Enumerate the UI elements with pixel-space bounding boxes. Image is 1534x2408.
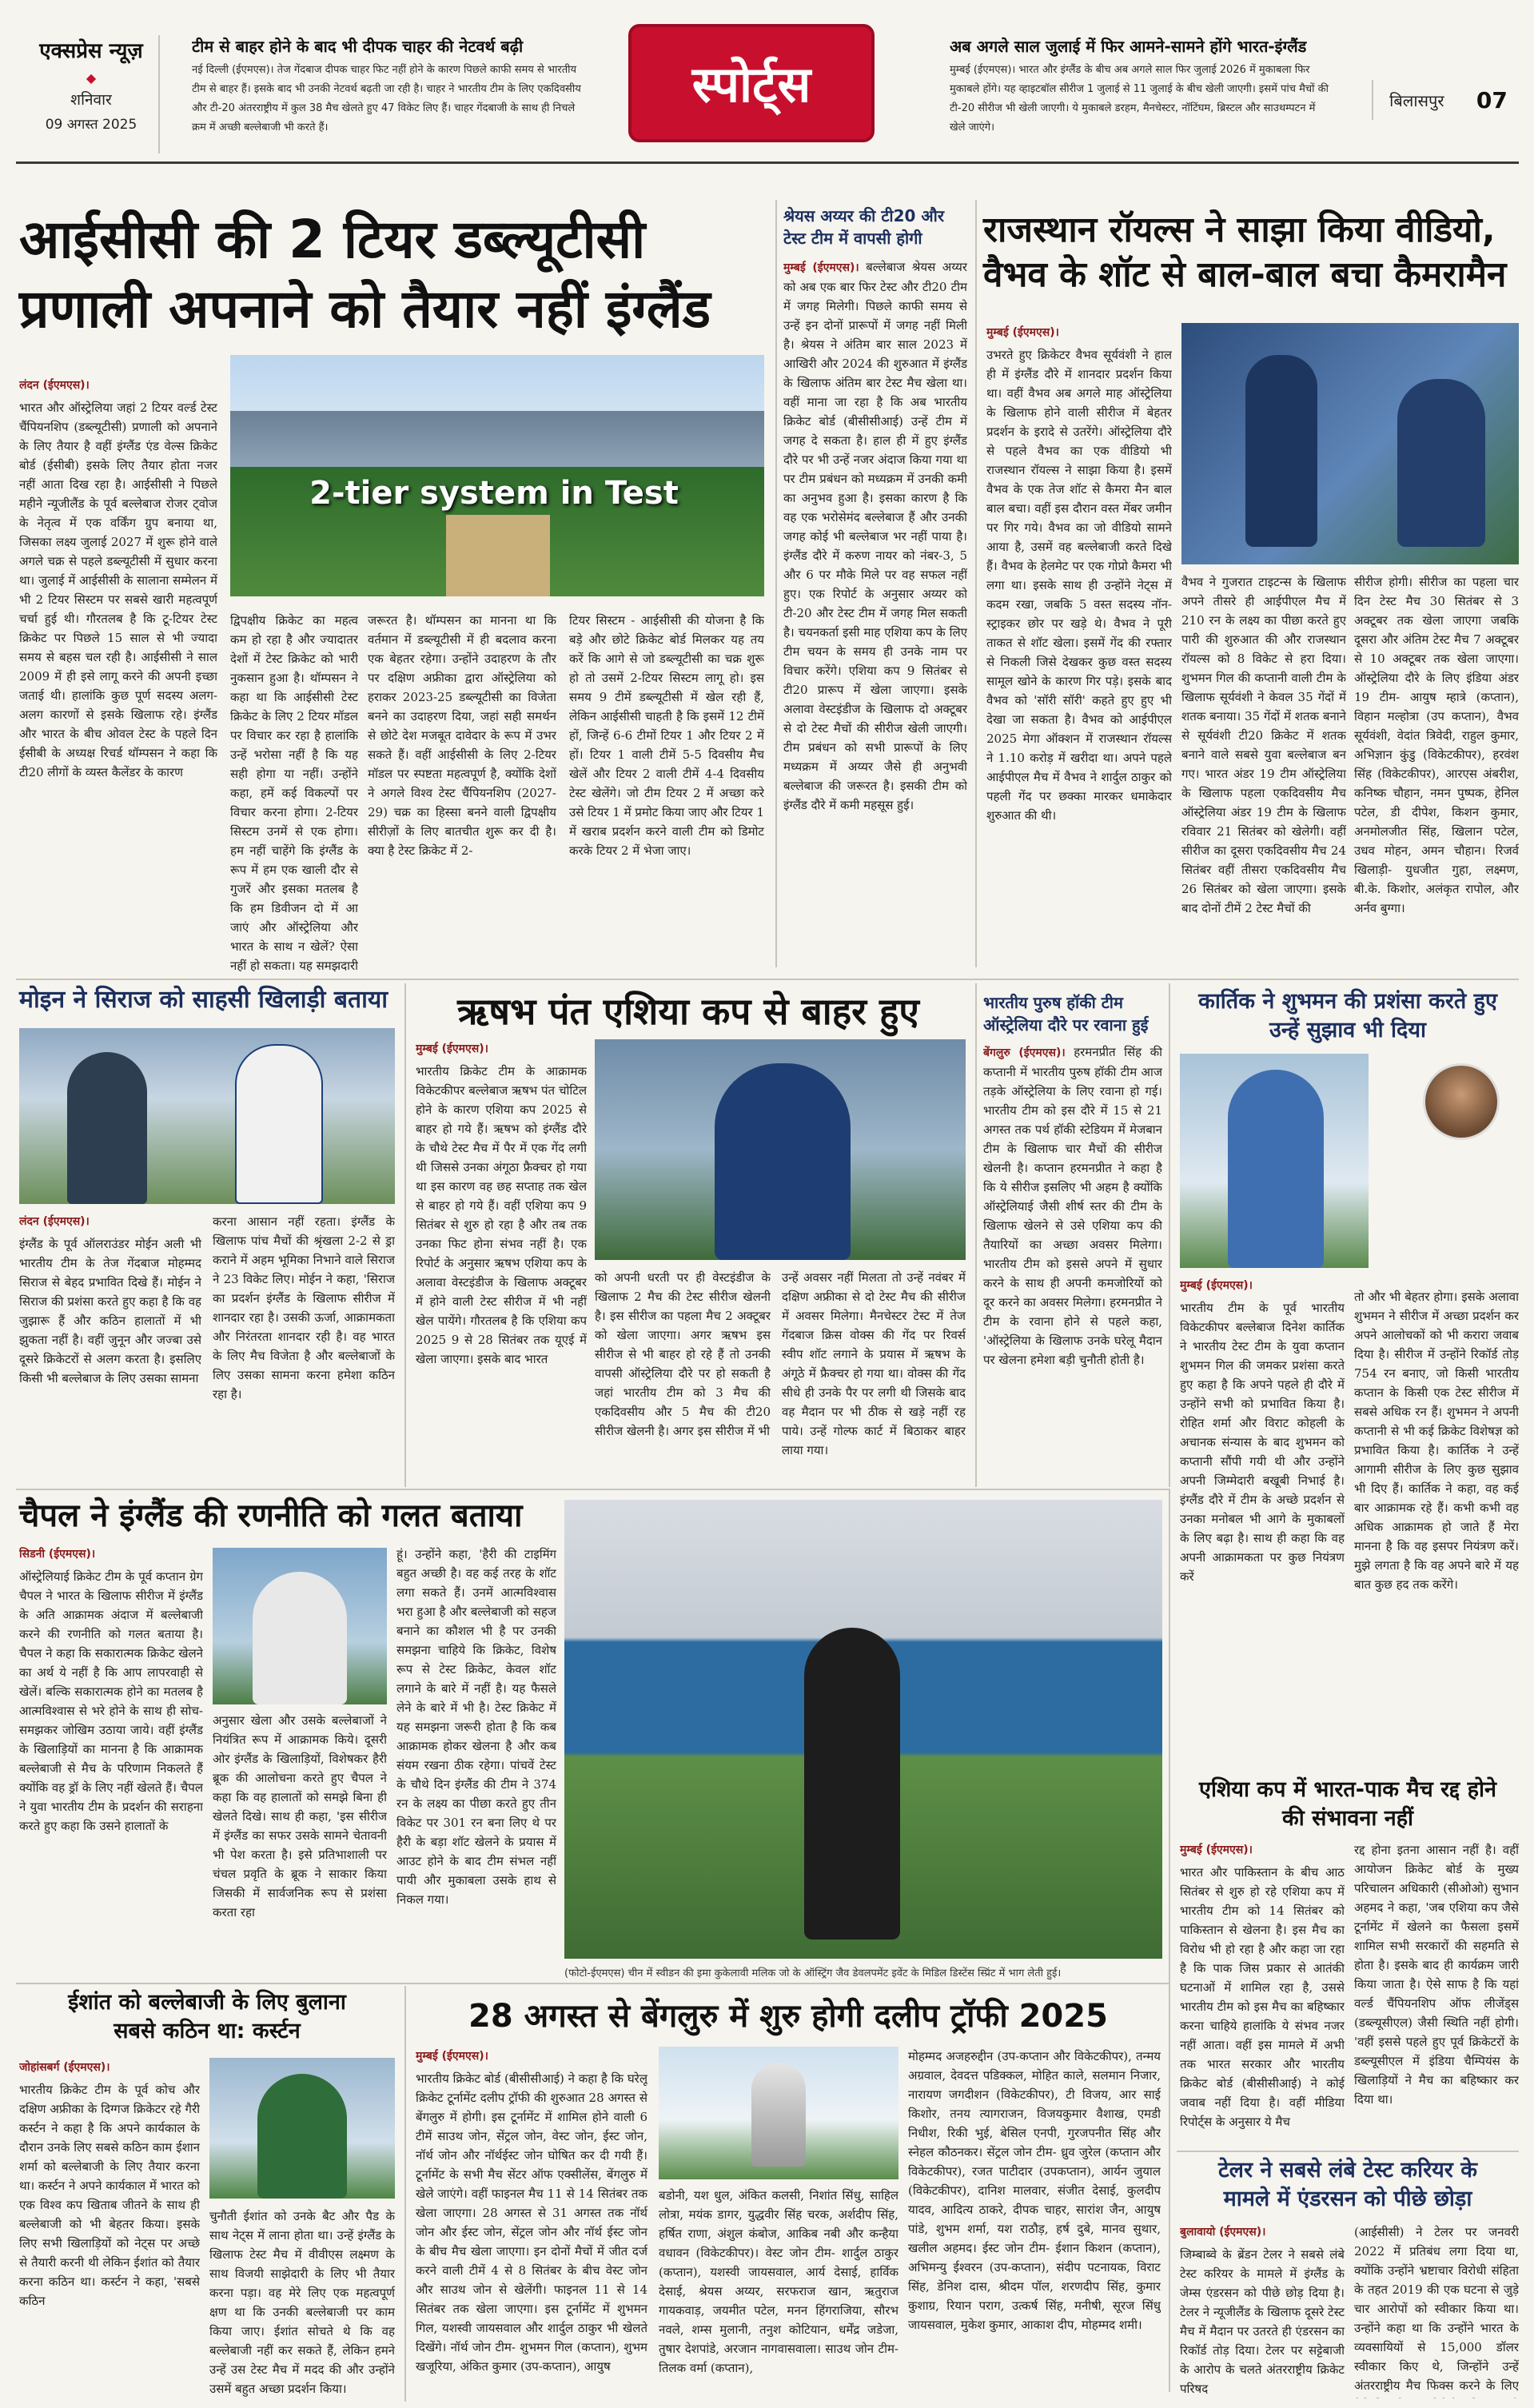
moeen-headline	[19, 987, 395, 1013]
section-title: स्पोर्ट्स	[691, 55, 811, 114]
horizontal-rule-1	[16, 979, 1519, 980]
lead-dateline: लंदन (ईएमएस)।	[19, 379, 90, 392]
rajasthan-col-2: वैभव ने गुजरात टाइटन्स के खिलाफ अपने तीसरे ही आईपीएल मैच में 210 रन के लक्ष्य का पीछा करते हुए पारी की शुरुआत की और राजस्थान रॉयल्स को 8 विकेट से हरा दिया। शुभमन गिल की कप्तानी वाली टीम के खिलाफ सूर्यवंशी ने केवल 35 गेंदों में शतक बनाया। 35 गेंदों में शतक बनाने से सूर्यवंशी टी20 क्रिकेट में शतक बनाने वाले सबसे युवा बल्लेबाज बन गए। भारत अंडर 19 टीम ऑस्ट्रेलिया के खिलाफ पहला एकदिवसीय मैच ऑस्ट्रेलिया अंडर 19 टीम के खिलाफ रविवार 21 सितंबर को खेलेगी। वहीं सीरीज का दूसरा एकदिवसीय मैच 24 सितंबर वहीं तीसरा एकदिवसीय मैच 26 सितंबर को खेला जाएगा। इसके बाद दोनों टीमें 2 टेस्ट मैचों की	[1181, 575, 1346, 915]
left-teaser-text: नई दिल्ली (ईएमएस)। तेज गेंदबाज दीपक चाहर फिट नहीं होने के कारण पिछले काफी समय से भारतीय टीम से बाहर हैं। इसके बाद भी उनकी नेटवर्थ बढ़ती जा रही है। चाहर ने भारतीय टीम के लिए एकदिवसीय और टी-20 अंतरराष्ट्रीय में कुल 38 मैच खेलते हुए 47 विकेट लिए हैं। चाहर गेंदबाजी के साथ ही निचले क्रम में अच्छी बल्लेबाजी भी करते हैं।	[192, 64, 581, 134]
ornament-icon: ◆	[86, 70, 97, 86]
kartik-title-line1: कार्तिक ने शुभमन की प्रशंसा करते हुए	[1198, 989, 1497, 1014]
lead-title-line1: आईसीसी की 2 टियर डब्ल्यूटीसी	[19, 209, 646, 270]
right-teaser-text: मुम्बई (ईएमएस)। भारत और इंग्लैंड के बीच अब अगले साल फिर जुलाई 2026 में मुकाबला फिर मुकाबले होंगे। यह व्हाइटबॉल सीरीज 1 जुलाई से 11 जुलाई के बीच खेली जाएगी। इसमें पांच मैचों की टी-20 सीरीज भी खेली जाएगी। ये मुकाबले डरहम, मैनचेस्टर, नॉटिंघम, ब्रिस्टल और साउथम्पटन में खेले जाएंगे।	[950, 64, 1329, 134]
runner-caption: (फोटो-ईएमएस) चीन में स्वीडन की इमा कुकेलावी मलिक जो के ऑस्ट्रिंग जैव डेवलपमेंट इवेंट के मिडिल डिस्टेंस स्प्रिंट में भाग लेती हुई।	[564, 1967, 1062, 1979]
rajasthan-title-line1: राजस्थान रॉयल्स ने साझा किया वीडियो,	[983, 209, 1496, 250]
rajasthan-text1: उभरते हुए क्रिकेटर वैभव सूर्यवंशी ने हाल ही में इंग्लैंड दौरे में शानदार प्रदर्शन किया था। वहीं वैभव अब अगले माह ऑस्ट्रेलिया के खिलाफ होने वाली सीरीज में बेहतर प्रदर्शन के इरादे से उतरेंगे। ऑस्ट्रेलिया दौरे से पहले वैभव का एक वीडियो भी राजस्थान रॉयल्स ने साझा किया है। इसमें वैभव के एक तेज शॉट से कैमरा मैन बाल बाल बचा। वहीं इस दौरान वस्त मेंबर जमीन पर गिर गये। वैभव का जो वीडियो सामने आया है, उसमें वह बल्लेबाजी करते दिखे हैं। वैभव के हेलमेट पर एक गोप्रो कैमरा भी लगा था। इसके साथ ही उन्होंने नेट्स में कदम रखा, जबकि 5 वस्त सदस्य नॉन-स्ट्राइकर छोर पर खड़े थे। वैभव ने पूरी ताकत से शॉट खेला। इसमें गेंद की रफ्तार से निकली जिसे देखकर कुछ वस्त सदस्य सामूल खोने के कारण गिर पड़े। इसके बाद वैभव को 'सॉरी सॉरी' कहते हुए हुए भी देखा जा सकता है। वैभव को आईपीएल 2025 मेगा ऑक्शन में राजस्थान रॉयल्स ने 1.10 करोड़ में खरीदा था। अपने पहले आईपीएल मैच में वैभव ने शार्दुल ठाकुर को पहली गेंद पर छक्का मारकर धमाकेदार शुरुआत की थी।	[986, 348, 1172, 823]
chappell-col-1	[19, 1545, 203, 1960]
lead-image	[230, 355, 764, 596]
keeper-figure	[1397, 379, 1485, 547]
rajasthan-photo	[1181, 323, 1519, 564]
rishabh-photo	[595, 1039, 966, 1260]
ishant-col1-text: भारतीय क्रिकेट टीम के पूर्व कोच और दक्षिण अफ्रीका के दिग्गज क्रिकेटर रहे गैरी कर्स्टन ने कहा है कि अपने कार्यकाल के दौरान उनके लिए सबसे कठिन काम ईशान शर्मा को बल्लेबाजी के लिए तैयार करना था। कर्स्टन ने अपने कार्यकाल में भारत को एक विश्व कप खिताब जीतने के साथ ही बल्लेबाजी को भी बेहतर किया। इसके लिए सभी खिलाड़ियों को नेट्स पर अच्छे से तैयारी करनी थी लेकिन ईशांत को तैयार करना कठिन था। कर्स्टन ने कहा, 'सबसे कठिन	[19, 2083, 200, 2308]
ishant-title-line1: ईशांत को बल्लेबाजी के लिए बुलाना	[68, 1990, 346, 2015]
vertical-rule-5	[1169, 983, 1170, 1487]
right-teaser	[950, 35, 1333, 155]
paper-name: एक्सप्रेस न्यूज़	[39, 39, 143, 63]
rishabh-headline	[412, 991, 964, 1032]
ishant-title-line2: सबसे कठिन था: कर्स्टन	[114, 2018, 301, 2043]
rishabh-figure	[715, 1063, 851, 1260]
kartik-headline	[1177, 990, 1519, 1042]
asiacup-title-line2: की संभावना नहीं	[1281, 1805, 1414, 1831]
vertical-rule-7	[404, 1986, 406, 2402]
shreyas-text: बल्लेबाज श्रेयस अय्यर को अब एक बार फिर टेस्ट और टी20 टीम में जगह मिलेगी। पिछले काफी समय से उन्हें इन दोनों प्रारूपों में जगह नहीं मिली है। श्रेयस ने अंतिम बार साल 2023 में आखिरी और 2024 की शुरुआत में इंग्लैंड के खिलाफ अंतिम बार टेस्ट मैच खेला था। वहीं माना जा रहा है कि अब भारतीय क्रिकेट बोर्ड (बीसीसीआई) उन्हें टीम में जगह दे सकता है। हाल ही में हुए इंग्लैंड दौरे पर भी उन्हें नजर अंदाज किया गया था पर टीम प्रबंधन को मध्यक्रम में उनकी कमी का अनुभव हुआ है। इसका कारण है कि वह एक भरोसेमंद बल्लेबाज हैं और उनकी जगह कोई भी बल्लेबाज भर नहीं पाया है। इंग्लैंड दौरे में करुण नायर को नंबर-3, 5 और 6 पर मौके मिले पर वह सफल नहीं हुए। एक रिपोर्ट के अनुसार अय्यर को टी-20 और टेस्ट टीम में जगह मिल सकती है। चयनकर्ता इसी माह एशिया कप के लिए टीम चयन के समय ही उनके नाम पर विचार करेंगे। एशिया कप 9 सितंबर से टी20 प्रारूप में खेला जाएगा। इसके अलावा वेस्टइंडीज के खिलाफ दो अक्टूबर से दो टेस्ट मैचों की सीरीज खेली जाएगी। टीम प्रबंधन को सभी प्रारूपों के लिए मध्यक्रम में अय्यर जैसे ही अनुभवी बल्लेबाज की जरूरत है। इसकी टीम को इंग्लैंड दौरे में कमी महसूस हुई।	[783, 260, 967, 812]
lead-headline	[19, 211, 787, 338]
hockey-text: हरमनप्रीत सिंह की कप्तानी में भारतीय पुरुष हॉकी टीम आज तड़के ऑस्ट्रेलिया के लिए रवाना हो गई। भारतीय टीम को इस दौरे में 15 से 21 अगस्त तक पर्थ हॉकी स्टेडियम में मेजबान टीम के खिलाफ चार मैचों की सीरीज खेलनी है। कप्तान हरमनप्रीत ने कहा है कि ये सीरीज इसलिए भी अहम है क्योंकि ऑस्ट्रेलियाई जैसी शीर्ष स्तर की टीम के खिलाफ खेलने से उसे एशिया कप की तैयारियों का अच्छा अवसर मिलेगा। भारतीय टीम को इससे अपने में सुधार करने के साथ ही अपनी कमजोरियों को दूर करने का अवसर मिलेगा। हरमनप्रीत ने टीम के रवाना होने से पहले कहा, 'ऑस्ट्रेलिया के खिलाफ उनके घरेलू मैदान पर खेलना हमेशा बड़ी चुनौती होती है।	[983, 1045, 1162, 1367]
rajasthan-col-3: सीरीज होगी। सीरीज का पहला चार दिन टेस्ट मैच 30 सितंबर से 3 अक्टूबर तक खेला जाएगा जबकि दूसरा और अंतिम टेस्ट मैच 7 अक्टूबर से 10 अक्टूबर तक खेला जाएगा। ऑस्ट्रेलिया दौरे के लिए इंडिया अंडर 19 टीम- आयुष म्हात्रे (कप्तान), विहान मल्होत्रा (उप कप्तान), वैभव सूर्यवंशी, वेदांत त्रिवेदी, राहुल कुमार, अभिज्ञान कुंडु (विकेटकीपर), हरवंश सिंह (विकेटकीपर), आरएस अंबरीश, कनिष्क चौहान, नमन पुष्पक, हेनिल पटेल, डी दीपेश, किशन कुमार, अनमोलजीत सिंह, खिलान पटेल, उधव मोहन, अमन चौहान। रिजर्व खिलाड़ी- युधजीत गुहा, लक्ष्मण, बी.के. किशोर, अलंकृत रापोल, और अर्नव बुग्गा।	[1354, 575, 1519, 915]
masthead-rule	[16, 161, 1519, 164]
left-teaser	[192, 35, 592, 155]
kartik-dateline: मुम्बई (ईएमएस)।	[1180, 1279, 1253, 1292]
rajasthan-title-line2: वैभव के शॉट से बाल-बाल बचा कैमरामैन	[983, 254, 1507, 296]
taylor-dateline: बुलावायो (ईएमएस)।	[1180, 2226, 1266, 2239]
lead-col1-text: भारत और ऑस्ट्रेलिया जहां 2 टियर वर्ल्ड टेस्ट चैंपियनशिप (डब्ल्यूटीसी) प्रणाली को अपनाने के लिए तैयार है वहीं इंग्लैंड एंड वेल्स क्रिकेट बोर्ड (ईसीबी) इसके लिए तैयार होता नजर नहीं आता दिख रहा है। आईसीसी ने पिछले महीने न्यूजीलैंड के पूर्व बल्लेबाज रोजर ट्वोज के नेतृत्व में एक वर्किंग ग्रुप बनाया था, जिसका लक्ष्य जुलाई 2027 में शुरू होने वाले अगले चक्र से पहले डब्ल्यूटीसी में सुधार करना था। जुलाई में आईसीसी के सालाना सम्मेलन में भी 2 टियर सिस्टम पर सबसे खारी महत्वपूर्ण चर्चा हुई थी। गौरतलब है कि टू-टियर टेस्ट क्रिकेट पर पिछले 15 साल से भी ज्यादा समय से बहस चल रही है। आईसीसी ने साल 2009 में ही इसे लागू करने की अपनी इच्छा जताई थी। हालांकि कुछ पूर्ण सदस्य अलग-अलग कारणों से इसके खिलाफ रहे। इंग्लैंड और भारत के बीच ओवल टेस्ट के पहले दिन ईसीबी के अध्यक्ष रिचर्ड थॉम्पसन ने कहा कि टी20 लीगों के व्यस्त कैलेंडर के कारण	[19, 401, 217, 779]
batsman-figure	[1245, 355, 1317, 547]
moeen-col-2: करना आसान नहीं रहता। इंग्लैंड के खिलाफ पांच मैचों की श्रृंखला 2-2 से ड्रा कराने में अहम भूमिका निभाने वाले सिराज ने 23 विकेट लिए। मोईन ने कहा, 'सिराज का प्रदर्शन इंग्लैंड के खिलाफ सीरीज में शानदार रहा है। उसकी ऊर्जा, आक्रामकता और निरंतरता शानदार रही है। वह भारत के लिए मैच विजेता है और बल्लेबाजों के लिए उसका सामना करना हमेशा कठिन रहा है।	[213, 1214, 395, 1401]
moeen-col1-text: इंग्लैंड के पूर्व ऑलराउंडर मोईन अली भी भारतीय टीम के तेज गेंदबाज मोहम्मद सिराज से बेहद प्रभावित दिखे हैं। मोईन ने सिराज की प्रशंसा करते हुए कहा है कि वह जुझारू हैं और कठिन हालातों में भी झुकता नहीं है। वहीं जुनून और जज्बा उसे दूसरे क्रिकेटरों से अलग करता है। इसलिए किसी भी बल्लेबाज के लिए उसका सामना	[19, 1237, 201, 1385]
horizontal-rule-3	[1177, 2151, 1519, 2152]
vertical-rule-2	[975, 200, 977, 967]
player-right-figure	[235, 1044, 323, 1204]
vertical-rule-6	[1169, 1489, 1170, 2392]
shreyas-story	[783, 205, 967, 972]
kartik-col-1	[1180, 1276, 1345, 1772]
chappell-headline	[19, 1498, 579, 1533]
kartik-col-2: तो और भी बेहतर होगा। इसके अलावा शुभमन ने सीरीज में अच्छा प्रदर्शन कर अपने आलोचकों को भी करारा जवाब दिया है। सीरीज में उन्होंने रिकॉर्ड तोड़ 754 रन बनाए, जो किसी भारतीय कप्तान के किसी एक टेस्ट सीरीज में सबसे अधिक रन हैं। शुभमन ने अपनी कप्तानी से भी कई क्रिकेट विशेषज्ञ को प्रभावित किया है। कार्तिक ने उन्हें आगामी सीरीज के लिए कुछ सुझाव भी दिए हैं। कार्तिक ने कहा, वह कई बार आक्रामक रहे हैं। कभी कभी वह अधिक आक्रामक हो जाते हैं मेरा मानना है कि वह इसपर नियंत्रण करें। मुझे लगता है कि वह अपने बारे में यह बात कुछ हद तक करेंगे।	[1354, 1290, 1519, 1592]
issue-date: 09 अगस्त 2025	[45, 117, 137, 133]
rishabh-title: ऋषभ पंत एशिया कप से बाहर हुए	[457, 990, 919, 1033]
page-number: 07	[1476, 86, 1508, 114]
asiacup-headline	[1177, 1778, 1519, 1830]
taylor-headline	[1177, 2159, 1519, 2211]
city-name: बिलासपुर	[1389, 90, 1444, 110]
duleep-title: 28 अगस्त से बेंगलुरु में शुरु होगी दलीप ट्रॉफी 2025	[468, 1998, 1108, 2035]
rajasthan-headline	[983, 211, 1519, 295]
taylor-col-1	[1180, 2223, 1345, 2398]
duleep-col1-text: भारतीय क्रिकेट बोर्ड (बीसीसीआई) ने कहा है कि घरेलू क्रिकेट टूर्नामेंट दलीप ट्रॉफी की शुरुआत 28 अगस्त से बेंगलुरु में होगी। इस टूर्नामेंट में शामिल होने वाली 6 टीमें साउथ जोन, सेंट्रल जोन, वेस्ट जोन, ईस्ट जोन, नॉर्थ जोन और नॉर्थईस्ट जोन घोषित कर दी गयी हैं। टूर्नामेंट के सभी मैच सेंटर ऑफ एक्सीलेंस, बेंगलुरु में खेले जाएंगे। वहीं फाइनल मैच 11 से 14 सितंबर तक खेला जाएगा। 28 अगस्त से 31 अगस्त तक नॉर्थ जोन और ईस्ट जोन, सेंट्रल जोन और नॉर्थ ईस्ट जोन के बीच मैच खेला जाएगा। इन दोनों मैचों में जीत दर्ज करने वाली टीमें 4 से 8 सितंबर के बीच वेस्ट जोन और साउथ जोन से खेलेंगी। फाइनल 11 से 14 सितंबर तक खेला जाएगा। इस टूर्नामेंट में शुभमन गिल, यशस्वी जायसवाल और शार्दुल ठाकुर भी खेलते दिखेंगे। नॉर्थ जोन टीम- शुभमन गिल (कप्तान), शुभम खजूरिया, अंकित कुमार (उप-कप्तान), आयुष	[416, 2071, 647, 2374]
lead-col-4: टियर सिस्टम - आईसीसी की योजना है कि बड़े और छोटे क्रिकेट बोर्ड मिलकर यह तय करें कि आगे से जो डब्ल्यूटीसी का चक्र शुरू हो तो उसमें 2-टियर सिस्टम लागू हो। इस समय 9 टीमें डब्ल्यूटीसी में खेल रही हैं, लेकिन आईसीसी चाहती है कि इसमें 12 टीमें हों, जिन्हें 6-6 टीमों टियर 1 और टियर 2 में हों। टियर 1 वाली टीमें 5-5 दिवसीय मैच खेलें और टियर 2 वाली टीमें 4-4 दिवसीय टेस्ट खेलेंगे। जो टीम टियर 2 में अच्छा करे उसे टियर 1 में प्रमोट किया जाए और टियर 1 में खराब प्रदर्शन करने वाली टीम को डिमोट करके टियर 2 में भेजा जाए।	[569, 613, 764, 858]
vertical-rule-3	[404, 983, 406, 1487]
rishabh-col-1	[416, 1039, 587, 1484]
moeen-dateline: लंदन (ईएमएस)।	[19, 1215, 90, 1228]
shreyas-body	[783, 257, 967, 972]
chappell-dateline: सिडनी (ईएमएस)।	[19, 1548, 96, 1561]
taylor-title-line1: टेलर ने सबसे लंबे टेस्ट करियर के	[1218, 2158, 1477, 2183]
trophy-figure	[751, 2063, 806, 2167]
left-teaser-title: टीम से बाहर होने के बाद भी दीपक चाहर की नेटवर्थ बढ़ी	[192, 37, 524, 56]
right-teaser-title: अब अगले साल जुलाई में फिर आमने-सामने होंगे भारत-इंग्लैंड	[950, 37, 1307, 56]
runner-photo	[564, 1500, 1162, 1959]
rajasthan-dateline: मुम्बई (ईएमएस)।	[986, 326, 1059, 339]
kartik-portrait	[1423, 1063, 1500, 1140]
moeen-title: मोइन ने सिराज को साहसी खिलाड़ी बताया	[19, 986, 388, 1014]
shubman-photo	[1180, 1054, 1369, 1268]
rishabh-dateline: मुम्बई (ईएमएस)।	[416, 1043, 488, 1055]
lead-col-3: जरूरत है। थॉम्पसन का मानना था कि वर्तमान में डब्ल्यूटीसी में ही बदलाव करना एक बेहतर रहेगा। उन्होंने उदाहरण के तौर पर दक्षिण अफ्रीका द्वारा ऑस्ट्रेलिया को हराकर 2023-25 डब्ल्यूटीसी का विजेता बनने का उदाहरण दिया, जहां सही समर्थन से छोटे देश मजबूत दावेदार के रूप में उभर सकते हैं। वहीं आईसीसी के लिए 2-टियर मॉडल पर स्पष्टता महत्वपूर्ण है, क्योंकि देशों ने अगले विश्व टेस्ट चैंपियनशिप (2027-29) चक्र का हिस्सा बनने वाली द्विपक्षीय सीरीज़ों के लिए बातचीत शुरू कर दी है। क्या है टेस्ट क्रिकेट में 2-	[368, 613, 556, 858]
duleep-col-2: बडोनी, यश धुल, अंकित कलसी, निशांत सिंधु, साहिल लोत्रा, मयंक डागर, युद्धवीर सिंह चरक, अर्शदीप सिंह, हर्षित राणा, अंशुल कंबोज, आकिब नबी और कन्हैया वधावन (विकेटकीपर)। वेस्ट जोन टीम- शार्दुल ठाकुर (कप्तान), यशस्वी जायसवाल, आर्य देसाई, हार्विक देसाई, श्रेयस अय्यर, सरफराज खान, ऋतुराज गायकवाड़, जयमीत पटेल, मनन हिंगराजिया, सौरभ नवले, शम्स मुलानी, तनुश कोटियान, धर्मेंद्र जडेजा, तुषार देशपांडे, अरजान नागवासवाला। साउथ जोन टीम- तिलक वर्मा (कप्तान),	[659, 2188, 898, 2375]
chappell-col-3: हूं। उन्होंने कहा, 'हैरी की टाइमिंग बहुत अच्छी है। वह कई तरह के शॉट लगा सकते हैं। उनमें आत्मविश्वास भरा हुआ है और बल्लेबाजी को सहज बनाने का कौशल भी है पर उनकी समझना चाहिये कि क्रिकेट, विशेष रूप से टेस्ट क्रिकेट, केवल शॉट लगाने के बारे में नहीं है। यह फैसले लेने के बारे में भी है। टेस्ट क्रिकेट में यह समझना जरूरी होता है कि कब आक्रामक होकर खेलना है और कब संयम रखना ठीक रहेगा। पांचवें टेस्ट के चौथे दिन इंग्लैंड की टीम ने 374 रन के लक्ष्य का पीछा करते हुए तीन विकेट पर 301 रन बना लिए थे पर हैरी के बड़ा शॉट खेलने के प्रयास में आउट होने के बाद टीम संभल नहीं पायी और मुकाबला उसके हाथ से निकल गया।	[396, 1547, 556, 1907]
kirsten-photo	[209, 2058, 395, 2199]
taylor-col-2: (आईसीसी) ने टेलर पर जनवरी 2022 में प्रतिबंध लगा दिया था, क्योंकि उन्होंने भ्रष्टाचार विरोधी संहिता के तहत 2019 की एक घटना से जुड़े चार आरोपों को स्वीकार किया था। उन्होंने कहा था कि उन्होंने भारत के व्यवसायियों से 15,000 डॉलर स्वीकार किए थे, जिन्होंने उन्हें अंतरराष्ट्रीय मैच फिक्स करने के लिए	[1354, 2225, 1519, 2393]
duleep-dateline: मुम्बई (ईएमएस)।	[416, 2050, 488, 2063]
asiacup-col-1	[1180, 1840, 1345, 2144]
asiacup-title-line1: एशिया कप में भारत-पाक मैच रद्द होने	[1199, 1777, 1496, 1802]
duleep-col-1	[416, 2047, 647, 2398]
player-left-figure	[67, 1052, 147, 1204]
rajasthan-col-1	[986, 323, 1172, 971]
rishabh-col1-text: भारतीय क्रिकेट टीम के आक्रामक विकेटकीपर बल्लेबाज ऋषभ पंत चोटिल होने के कारण एशिया कप 2025 से बाहर हो गये हैं। ऋषभ को इंग्लैंड दौरे के चौथे टेस्ट मैच में पैर में एक गेंद लगी थी जिससे उनका अंगूठा फ्रैक्चर हो गया था इस कारण वह छह सप्ताह तक खेल से बाहर हो गये हैं। वहीं एशिया कप 9 सितंबर से शुरु हो रहा है और तब तक उनका फिट होना संभव नहीं है। एक रिपोर्ट के अनुसार ऋषभ एशिया कप के अलावा वेस्टइंडीज के खिलाफ अक्टूबर में होने वाली टेस्ट सीरीज में भी नहीं खेल पायेंगे। गौरतलब है कि एशिया कप 2025 9 से 28 सितंबर तक यूएई में खेला जाएगा। इसके बाद भारत	[416, 1064, 587, 1366]
hockey-story	[983, 991, 1162, 1487]
kartik-col1-text: भारतीय टीम के पूर्व भारतीय विकेटकीपर बल्लेबाज दिनेश कार्तिक ने भारतीय टेस्ट टीम के युवा कप्तान शुभमन गिल की जमकर प्रशंसा करते हुए कहा है कि अपने पहले ही दौरे में उन्होंने सभी को प्रभावित किया है। रोहित शर्मा और विराट कोहली के अचानक संन्यास के बाद शुभमन को कप्तानी सौंपी गयी थी और उन्होंने अपनी जिम्मेदारी बखूबी निभाई है। इंग्लैंड दौरे में टीम के अच्छे प्रदर्शन से उनका मनोबल भी आगे के मुकाबलों के लिए बढ़ा है। साथ ही कहा कि वह अपनी आक्रामकता पर कुछ नियंत्रण करें	[1180, 1301, 1345, 1584]
hockey-title: भारतीय पुरुष हॉकी टीम ऑस्ट्रेलिया दौरे पर रवाना हुई	[983, 993, 1149, 1035]
trophy-photo	[659, 2047, 898, 2179]
rishabh-col-3: उन्हें अवसर नहीं मिलता तो उन्हें नवंबर में दक्षिण अफ्रीका से दो टेस्ट मैच की सीरीज में अवसर मिलेगा। मैनचेस्टर टेस्ट में तेज गेंदबाज क्रिस वोक्स की गेंद पर रिवर्स स्वीप शॉट लगाने के प्रयास में ऋषभ के अंगूठे में फ्रैक्चर हो गया था। वोक्स की गेंद सीधे ही उनके पैर पर लगी थी जिसके बाद वह मैदान पर भी ठीक से खड़े नहीं रह पाये। उन्हें गोल्फ कार्ट में बिठाकर बाहर लाया गया।	[782, 1270, 966, 1457]
ishant-col-1	[19, 2058, 200, 2398]
page-info	[1372, 80, 1524, 120]
shreyas-title: श्रेयस अय्यर की टी20 और टेस्ट टीम में वापसी होगी	[783, 206, 945, 248]
asiacup-dateline: मुम्बई (ईएमएस)।	[1180, 1844, 1253, 1856]
lead-image-text: 2-tier system in Test	[309, 475, 679, 512]
stadium-stands	[230, 411, 764, 467]
rishabh-col-2: को अपनी धरती पर ही वेस्टइंडीज के खिलाफ 2 मैच की टेस्ट सीरीज खेलनी है। इस सीरीज का पहला मैच 2 अक्टूबर को खेला जाएगा। अगर ऋषभ इस सीरीज से भी बाहर हो रहे हैं तो उनकी वापसी ऑस्ट्रेलिया दौरे पर हो सकती है जहां भारतीय टीम को 3 मैच की एकदिवसीय और 5 मैच की टी20 सीरीज खेलनी है। अगर इस सीरीज में भी	[595, 1270, 771, 1438]
duleep-col-3: मोहम्मद अजहरुद्दीन (उप-कप्तान और विकेटकीपर), तन्मय अग्रवाल, देवदत्त पडिक्कल, मोहित काले, सलमान निजार, नारायण जगदीशन (विकेटकीपर), टी विजय, आर साई किशोर, तनय त्यागराजन, विजयकुमार वैशाख, एमडी निधीश, रिकी भुई, बेसिल एनपी, गुरजपनीत सिंह और स्नेहल कौठनकर। सेंट्रल जोन टीम- ध्रुव जुरेल (कप्तान और विकेटकीपर), रजत पाटीदार (उपकप्तान), आर्यन जुयाल (विकेटकीपर), दानिश मालवार, संजीत देसाई, कुलदीप यादव, आदित्य ठाकरे, दीपक चाहर, सारांश जैन, आयुष पांडे, शुभम शर्मा, यश राठौड़, हर्ष दुबे, मानव सुथार, खलील अहमद। ईस्ट जोन टीम- ईशान किशन (कप्तान), अभिमन्यु ईश्वरन (उप-कप्तान), संदीप पटनायक, विराट सिंह, डेनिश दास, श्रीदम पॉल, शरणदीप सिंह, कुमार कुशाग्र, रियान पराग, उत्कर्ष सिंह, मनीषी, सूरज सिंधु जायसवाल, मुकेश कुमार, आकाश दीप, मोहम्मद शमी।	[908, 2049, 1161, 2332]
pitch-strip	[446, 515, 550, 596]
section-banner	[628, 24, 875, 142]
horizontal-rule-4	[16, 1983, 1169, 1984]
lead-col-2: द्विपक्षीय क्रिकेट का महत्व कम हो रहा है और ज्यादातर देशों में टेस्ट क्रिकेट को भारी नुकसान हुआ है। थॉम्पसन ने कहा था कि आईसीसी टेस्ट क्रिकेट के लिए 2 टियर मॉडल पर विचार कर रहा है हालांकि उन्हें भरोसा नहीं है कि यह सही होगा या नहीं। उन्होंने कहा, हमें कई विकल्पों पर विचार करना होगा। 2-टियर सिस्टम उनमें से एक होगा। हम नहीं चाहेंगे कि इंग्लैंड के रूप में हम एक खाली दौर से गुजरें और इसका मतलब है कि हम डिवीजन दो में आ जाएं और ऑस्ट्रेलिया और भारत के साथ न खेलें? ऐसा नहीं हो सकता। यह समझदारी	[230, 613, 358, 972]
duleep-headline	[412, 1999, 1164, 2034]
vertical-rule-4	[975, 983, 977, 1487]
chappell-title: चैपल ने इंग्लैंड की रणनीति को गलत बताया	[19, 1497, 523, 1534]
chappell-photo	[213, 1548, 387, 1704]
chappell-col-2: अनुसार खेला और उसके बल्लेबाजों ने नियंत्रित रूप में आक्रामक किये। दूसरी ओर इंग्लैंड के खिलाड़ियों, विशेषकर हैरी ब्रूक की आलोचना करते हुए चैपल ने कहा कि वह हालातों को समझे बिना ही खेलते दिखे। साथ ही कहा, 'इस सीरीज में इंग्लैंड का सफर उसके सामने चेतावनी भी पेश करता है। इसे प्रतिभाशाली पर चंचल प्रवृति के ब्रूक ने साकार किया जिसकी में सार्वजनिक रूप से प्रशंसा करता रहा	[213, 1713, 387, 1920]
horizontal-rule-2	[16, 1489, 1169, 1490]
runner-figure	[804, 1628, 900, 1940]
masthead	[0, 0, 1534, 164]
vertical-rule-1	[775, 200, 777, 967]
taylor-col1-text: जिम्बाब्वे के ब्रेंडन टेलर ने सबसे लंबे टेस्ट करियर के मामले में इंग्लैंड के जेम्स एंडरसन को पीछे छोड़ दिया है। टेलर ने न्यूजीलैंड के खिलाफ दूसरे टेस्ट मैच में मैदान पर उतरते ही एंडरसन का रिकॉर्ड तोड़ दिया। टेलर पर सट्टेबाजी के आरोप के चलते अंतरराष्ट्रीय क्रिकेट परिषद	[1180, 2247, 1345, 2396]
chappell-figure	[253, 1572, 347, 1704]
kirsten-figure	[257, 2074, 347, 2199]
hockey-body	[983, 1043, 1162, 1474]
lead-col-1	[19, 376, 217, 972]
taylor-title-line2: मामले में एंडरसन को पीछे छोड़ा	[1223, 2186, 1472, 2211]
asiacup-col-2: रद्द होना इतना आसान नहीं है। वहीं आयोजन क्रिकेट बोर्ड के मुख्य परिचालन अधिकारी (सीओओ) सुभान अहमद ने कहा, 'जब एशिया कप जैसे टूर्नामेंट में खेलने का फैसला इसमें शामिल सभी सरकारों की सहमति से होता है। इसके बाद ही कार्यक्रम जारी किया जाता है। ऐसे साफ है कि यहां वर्ल्ड चैंपियनशिप ऑफ लीजेंड्स (डब्ल्यूसीएल) जैसी स्थिति नहीं होगी। 'वहीं इससे पहले हुए पूर्व क्रिकेटरों के डब्ल्यूसीएल में इंडिया चैम्पियंस के खिलाड़ियों ने मैच का बहिष्कार कर दिया था।	[1354, 1843, 1519, 2107]
moeen-photo	[19, 1028, 395, 1204]
asiacup-col1-text: भारत और पाकिस्तान के बीच आठ सितंबर से शुरु हो रहे एशिया कप में भारतीय टीम को 14 सितंबर को पाकिस्तान से खेलना है। इस मैच का विरोध भी हो रहा है और कहा जा रहा है कि पाक जिस प्रकार से आतंकी घटनाओं में शामिल रहा है, उससे भारतीय टीम को इस मैच का बहिष्कार करना चाहिये हालांकि ये संभव नजर नहीं आता। वहीं इस मामले में अभी तक भारत सरकार और भारतीय क्रिकेट बोर्ड (बीसीसीआई) ने कोई जवाब नहीं दिया है। वहीं मीडिया रिपोर्ट्स के अनुसार ये मैच	[1180, 1865, 1345, 2129]
ishant-dateline: जोहांसबर्ग (ईएमएस)।	[19, 2061, 110, 2074]
chappell-col1-text: ऑस्ट्रेलियाई क्रिकेट टीम के पूर्व कप्तान ग्रेग चैपल ने भारत के खिलाफ सीरीज में इंग्लैंड के अति आक्रामक अंदाज में बल्लेबाजी करने की रणनीति को गलत बताया है। चैपल ने कहा कि सकारात्मक क्रिकेट खेलने का अर्थ ये नहीं है कि आप लापरवाही से खेलें। बल्कि सकारात्मक होने का मतलब है आत्मविश्वास से भरे होने के साथ ही सोच-समझकर जोखिम उठाया जाये। वहीं इंग्लैंड के खिलाड़ियों का मानना है कि आक्रामक बल्लेबाजी से मैच के परिणाम निकलते हैं क्योंकि वह ड्रॉ के लिए नहीं खेलते हैं। चैपल ने युवा भारतीय टीम के प्रदर्शन की सराहना करते हुए कहा कि उसने हालातों के	[19, 1569, 203, 1833]
paper-brand	[24, 35, 160, 153]
ishant-headline	[19, 1991, 395, 2043]
shubman-figure	[1228, 1070, 1324, 1268]
kartik-title-line2: उन्हें सुझाव भी दिया	[1269, 1017, 1427, 1043]
issue-day: शनिवार	[70, 91, 112, 109]
lead-title-line2: प्रणाली अपनाने को तैयार नहीं इंग्लैंड	[19, 277, 711, 340]
hockey-dateline: बेंगलुरु (ईएमएस)।	[983, 1047, 1066, 1059]
ishant-col-2: चुनौती ईशांत को उनके बैट और पैड के साथ नेट्स में लाना होता था। उन्हें इंग्लैंड के खिलाफ टेस्ट मैच में वीवीएस लक्ष्मण के साथ विजयी साझेदारी के लिए भी तैयार करना पड़ा। वह मेरे लिए एक महत्वपूर्ण क्षण था कि उनकी बल्लेबाजी पर काम किया जाए। ईशांत सोचते थे कि वह बल्लेबाजी नहीं कर सकते हैं, लेकिन हमने उन्हें उस टेस्ट मैच में मदद की और उन्होंने उसमें बहुत अच्छा प्रदर्शन किया।	[209, 2209, 395, 2396]
shreyas-dateline: मुम्बई (ईएमएस)।	[783, 261, 859, 274]
moeen-col-1	[19, 1212, 201, 1484]
